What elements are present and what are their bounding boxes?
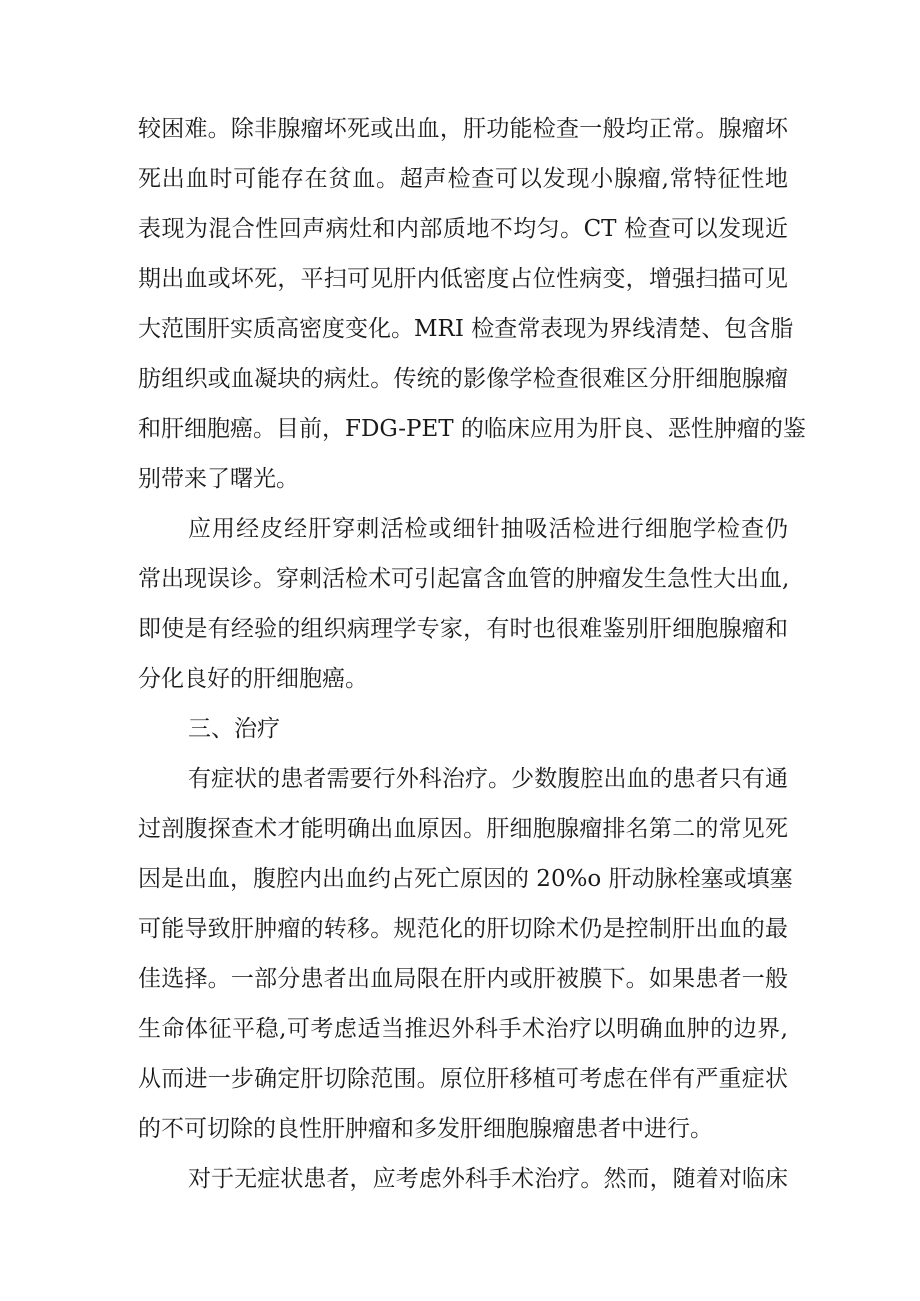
paragraph-3-line-3: 因是出血，腹腔内出血约占死亡原因的 20%o 肝动脉栓塞或填塞	[138, 866, 793, 892]
paragraph-2-line-3: 即使是有经验的组织病理学专家，有时也很难鉴别肝细胞腺瘤和	[138, 616, 788, 642]
paragraph-3-line-4: 可能导致肝肿瘤的转移。规范化的肝切除术仍是控制肝出血的最	[138, 916, 788, 942]
paragraph-1-line-8: 别带来了曙光。	[138, 466, 299, 492]
paragraph-4-line-1: 对于无症状患者，应考虑外科手术治疗。然而，随着对临床	[188, 1166, 788, 1192]
section-heading: 三、治疗	[188, 716, 280, 742]
paragraph-2-line-1: 应用经皮经肝穿刺活检或细针抽吸活检进行细胞学检查仍	[188, 516, 788, 542]
paragraph-1-line-5: 大范围肝实质高密度变化。MRI 检查常表现为界线清楚、包含脂	[138, 316, 794, 342]
paragraph-1-line-4: 期出血或坏死，平扫可见肝内低密度占位性病变，增强扫描可见	[138, 266, 788, 292]
paragraph-3-line-7: 从而进一步确定肝切除范围。原位肝移植可考虑在伴有严重症状	[138, 1066, 788, 1092]
paragraph-1-line-2: 死出血时可能存在贫血。超声检查可以发现小腺瘤,常特征性地	[138, 166, 788, 192]
paragraph-1-line-7: 和肝细胞癌。目前，FDG-PET 的临床应用为肝良、恶性肿瘤的鉴	[138, 416, 806, 442]
paragraph-1-line-6: 肪组织或血凝块的病灶。传统的影像学检查很难区分肝细胞腺瘤	[138, 366, 788, 392]
paragraph-3-line-8: 的不可切除的良性肝肿瘤和多发肝细胞腺瘤患者中进行。	[138, 1116, 713, 1142]
paragraph-2-line-2: 常出现误诊。穿刺活检术可引起富含血管的肿瘤发生急性大出血,	[138, 566, 790, 592]
paragraph-3-line-1: 有症状的患者需要行外科治疗。少数腹腔出血的患者只有通	[188, 766, 788, 792]
paragraph-1-line-3: 表现为混合性回声病灶和内部质地不均匀。CT 检查可以发现近	[138, 216, 788, 242]
paragraph-3-line-5: 佳选择。一部分患者出血局限在肝内或肝被膜下。如果患者一般	[138, 966, 788, 992]
paragraph-1-line-1: 较困难。除非腺瘤坏死或出血，肝功能检查一般均正常。腺瘤坏	[138, 116, 788, 142]
paragraph-3-line-6: 生命体征平稳,可考虑适当推迟外科手术治疗以明确血肿的边界,	[138, 1016, 788, 1042]
paragraph-3-line-2: 过剖腹探查术才能明确出血原因。肝细胞腺瘤排名第二的常见死	[138, 816, 788, 842]
paragraph-2-line-4: 分化良好的肝细胞癌。	[138, 666, 368, 692]
